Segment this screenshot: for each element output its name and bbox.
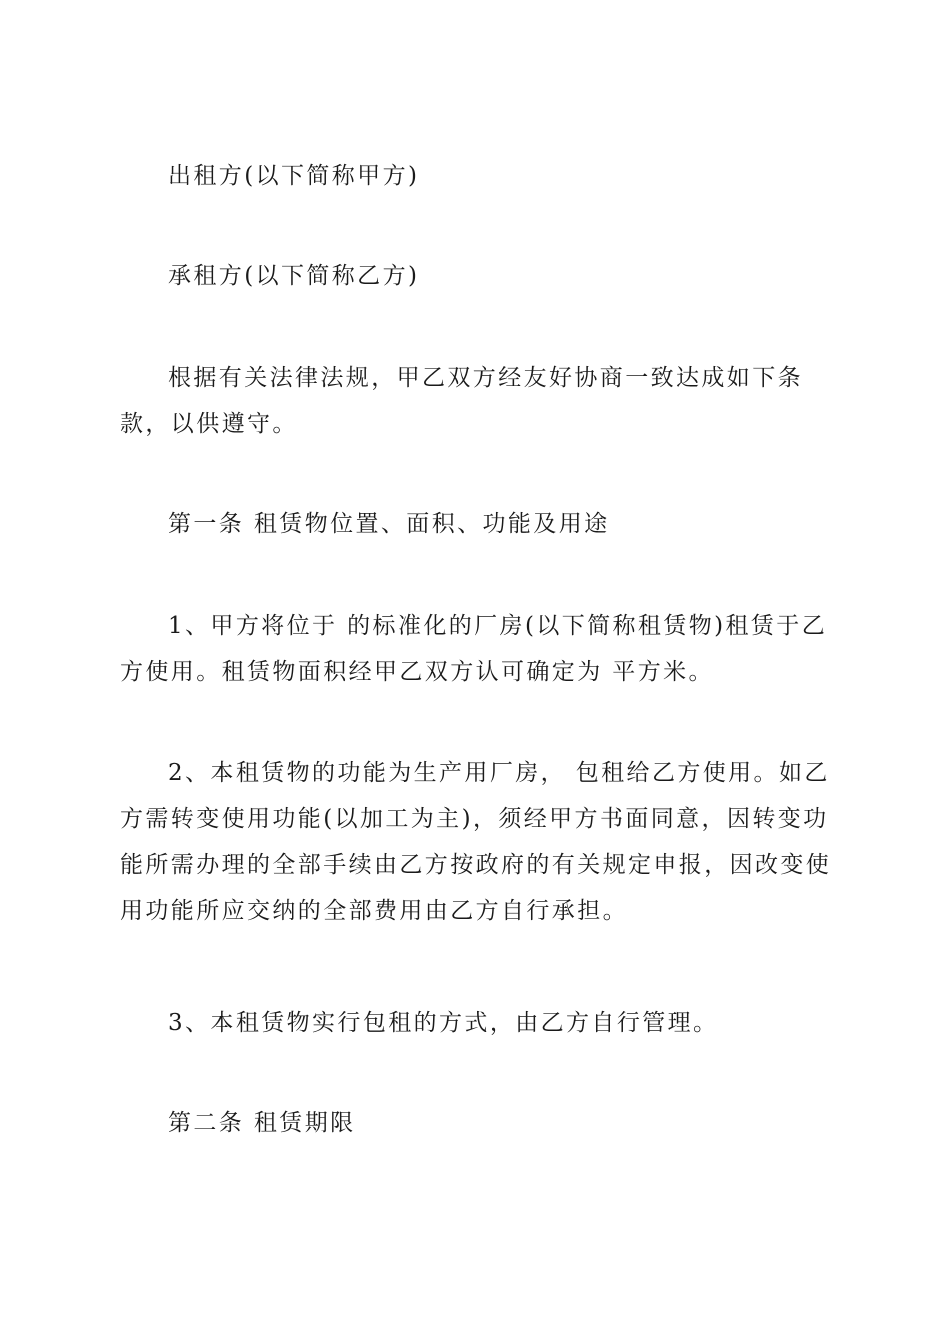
article-1-clause-3: 3、本租赁物实行包租的方式，由乙方自行管理。	[168, 1010, 719, 1036]
article-1-heading: 第一条 租赁物位置、面积、功能及用途	[168, 511, 610, 537]
preamble-paragraph: 根据有关法律法规，甲乙双方经友好协商一致达成如下条款，以供遵守。	[120, 365, 803, 437]
article-2-heading: 第二条 租赁期限	[168, 1110, 356, 1136]
lessee-line: 承租方(以下简称乙方)	[168, 263, 420, 289]
article-1-clause-2: 2、本租赁物的功能为生产用厂房， 包租给乙方使用。如乙方需转变使用功能(以加工为主)，须经甲方书面同意，因转变功能所需办理的全部手续由乙方按政府的有关规定申报，因改变使用功能所应交纳的全部费用由乙方自行承担。	[120, 760, 832, 924]
article-1-clause-1: 1、甲方将位于 的标准化的厂房(以下简称租赁物)租赁于乙方使用。租赁物面积经甲乙双方认可确定为 平方米。	[120, 613, 828, 685]
lessor-line: 出租方(以下简称甲方)	[168, 163, 420, 189]
